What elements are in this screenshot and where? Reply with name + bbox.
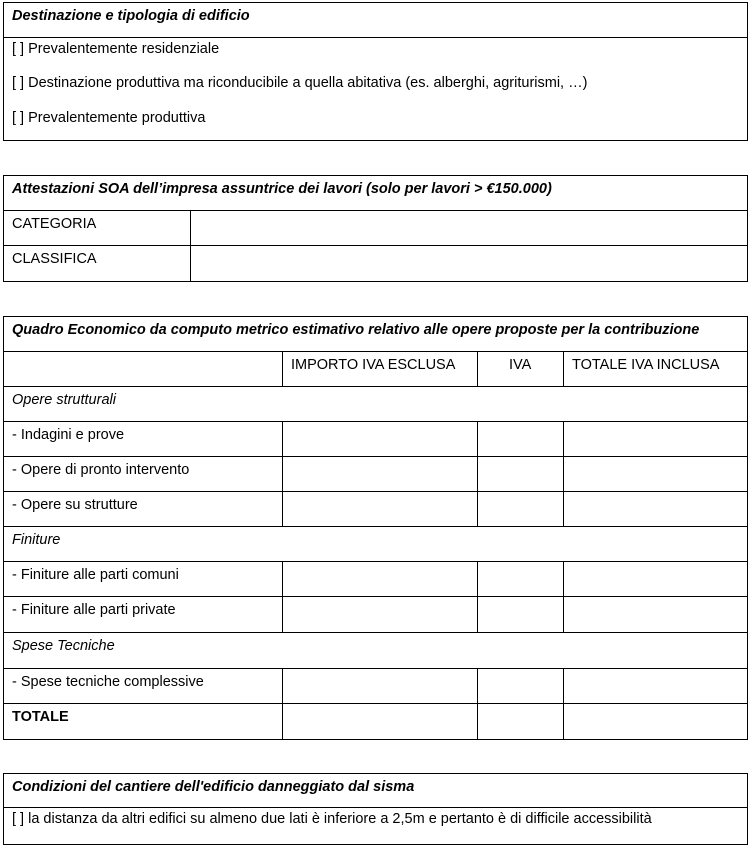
soa-classifica-row bbox=[4, 246, 747, 282]
totale-cell[interactable] bbox=[563, 669, 747, 703]
table-row bbox=[4, 669, 747, 704]
quadro-title-row bbox=[4, 317, 747, 352]
table-row bbox=[4, 492, 747, 527]
soa-classifica-label: CLASSIFICA bbox=[12, 251, 97, 267]
row-label: - Opere di pronto intervento bbox=[12, 462, 190, 478]
importo-cell[interactable] bbox=[282, 597, 477, 632]
total-label: TOTALE bbox=[12, 709, 69, 725]
quadro-section bbox=[3, 316, 748, 740]
row-label: - Finiture alle parti private bbox=[12, 602, 176, 618]
option-produttiva[interactable]: [ ] Prevalentemente produttiva bbox=[12, 110, 206, 126]
iva-cell[interactable] bbox=[477, 422, 563, 456]
quadro-header-row bbox=[4, 352, 747, 387]
importo-cell[interactable] bbox=[282, 492, 477, 526]
row-label: - Indagini e prove bbox=[12, 427, 125, 443]
cantiere-title: Condizioni del cantiere dell'edificio danneggiato dal sisma bbox=[12, 779, 415, 795]
total-totale-cell[interactable] bbox=[563, 704, 747, 740]
destination-section bbox=[3, 2, 748, 141]
iva-cell[interactable] bbox=[477, 562, 563, 596]
importo-cell[interactable] bbox=[282, 669, 477, 703]
group-spese-label: Spese Tecniche bbox=[12, 638, 115, 654]
soa-section bbox=[3, 175, 748, 282]
cantiere-section bbox=[3, 773, 748, 845]
iva-cell[interactable] bbox=[477, 457, 563, 491]
destination-title: Destinazione e tipologia di edificio bbox=[12, 8, 250, 24]
importo-cell[interactable] bbox=[282, 422, 477, 456]
row-label: - Opere su strutture bbox=[12, 497, 138, 513]
table-row bbox=[4, 562, 747, 597]
soa-categoria-row bbox=[4, 211, 747, 246]
group-spese-row bbox=[4, 633, 747, 669]
total-iva-cell[interactable] bbox=[477, 704, 563, 740]
totale-cell[interactable] bbox=[563, 457, 747, 491]
option-distanza[interactable]: [ ] la distanza da altri edifici su almeno due lati è inferiore a 2,5m e pertanto è di difficile accessibilità bbox=[12, 811, 652, 827]
soa-title-row bbox=[4, 176, 747, 211]
importo-cell[interactable] bbox=[282, 457, 477, 491]
table-row bbox=[4, 597, 747, 633]
iva-cell[interactable] bbox=[477, 597, 563, 632]
destination-title-row bbox=[4, 3, 747, 38]
totale-cell[interactable] bbox=[563, 597, 747, 632]
header-iva: IVA bbox=[477, 352, 563, 386]
group-opere-label: Opere strutturali bbox=[12, 392, 116, 408]
row-label: - Spese tecniche complessive bbox=[12, 674, 204, 690]
group-finiture-row bbox=[4, 527, 747, 562]
header-totale: TOTALE IVA INCLUSA bbox=[563, 352, 747, 386]
row-label: - Finiture alle parti comuni bbox=[12, 567, 179, 583]
table-row bbox=[4, 457, 747, 492]
soa-classifica-value[interactable] bbox=[190, 246, 747, 282]
iva-cell[interactable] bbox=[477, 492, 563, 526]
soa-categoria-value[interactable] bbox=[190, 211, 747, 245]
total-row bbox=[4, 704, 747, 740]
quadro-title: Quadro Economico da computo metrico estimativo relativo alle opere proposte per la contribuzione bbox=[12, 322, 700, 338]
cantiere-title-row bbox=[4, 774, 747, 808]
group-finiture-label: Finiture bbox=[12, 532, 61, 548]
iva-cell[interactable] bbox=[477, 669, 563, 703]
soa-title: Attestazioni SOA dell’impresa assuntrice dei lavori (solo per lavori > €150.000) bbox=[12, 181, 552, 197]
soa-categoria-label: CATEGORIA bbox=[12, 216, 97, 232]
header-empty bbox=[4, 352, 282, 386]
totale-cell[interactable] bbox=[563, 562, 747, 596]
option-produttiva-abitativa[interactable]: [ ] Destinazione produttiva ma riconducibile a quella abitativa (es. alberghi, agriturismi, …) bbox=[12, 75, 588, 91]
totale-cell[interactable] bbox=[563, 422, 747, 456]
importo-cell[interactable] bbox=[282, 562, 477, 596]
option-residenziale[interactable]: [ ] Prevalentemente residenziale bbox=[12, 41, 220, 57]
header-importo: IMPORTO IVA ESCLUSA bbox=[282, 352, 477, 386]
table-row bbox=[4, 422, 747, 457]
group-opere-row bbox=[4, 387, 747, 422]
totale-cell[interactable] bbox=[563, 492, 747, 526]
total-importo-cell[interactable] bbox=[282, 704, 477, 740]
